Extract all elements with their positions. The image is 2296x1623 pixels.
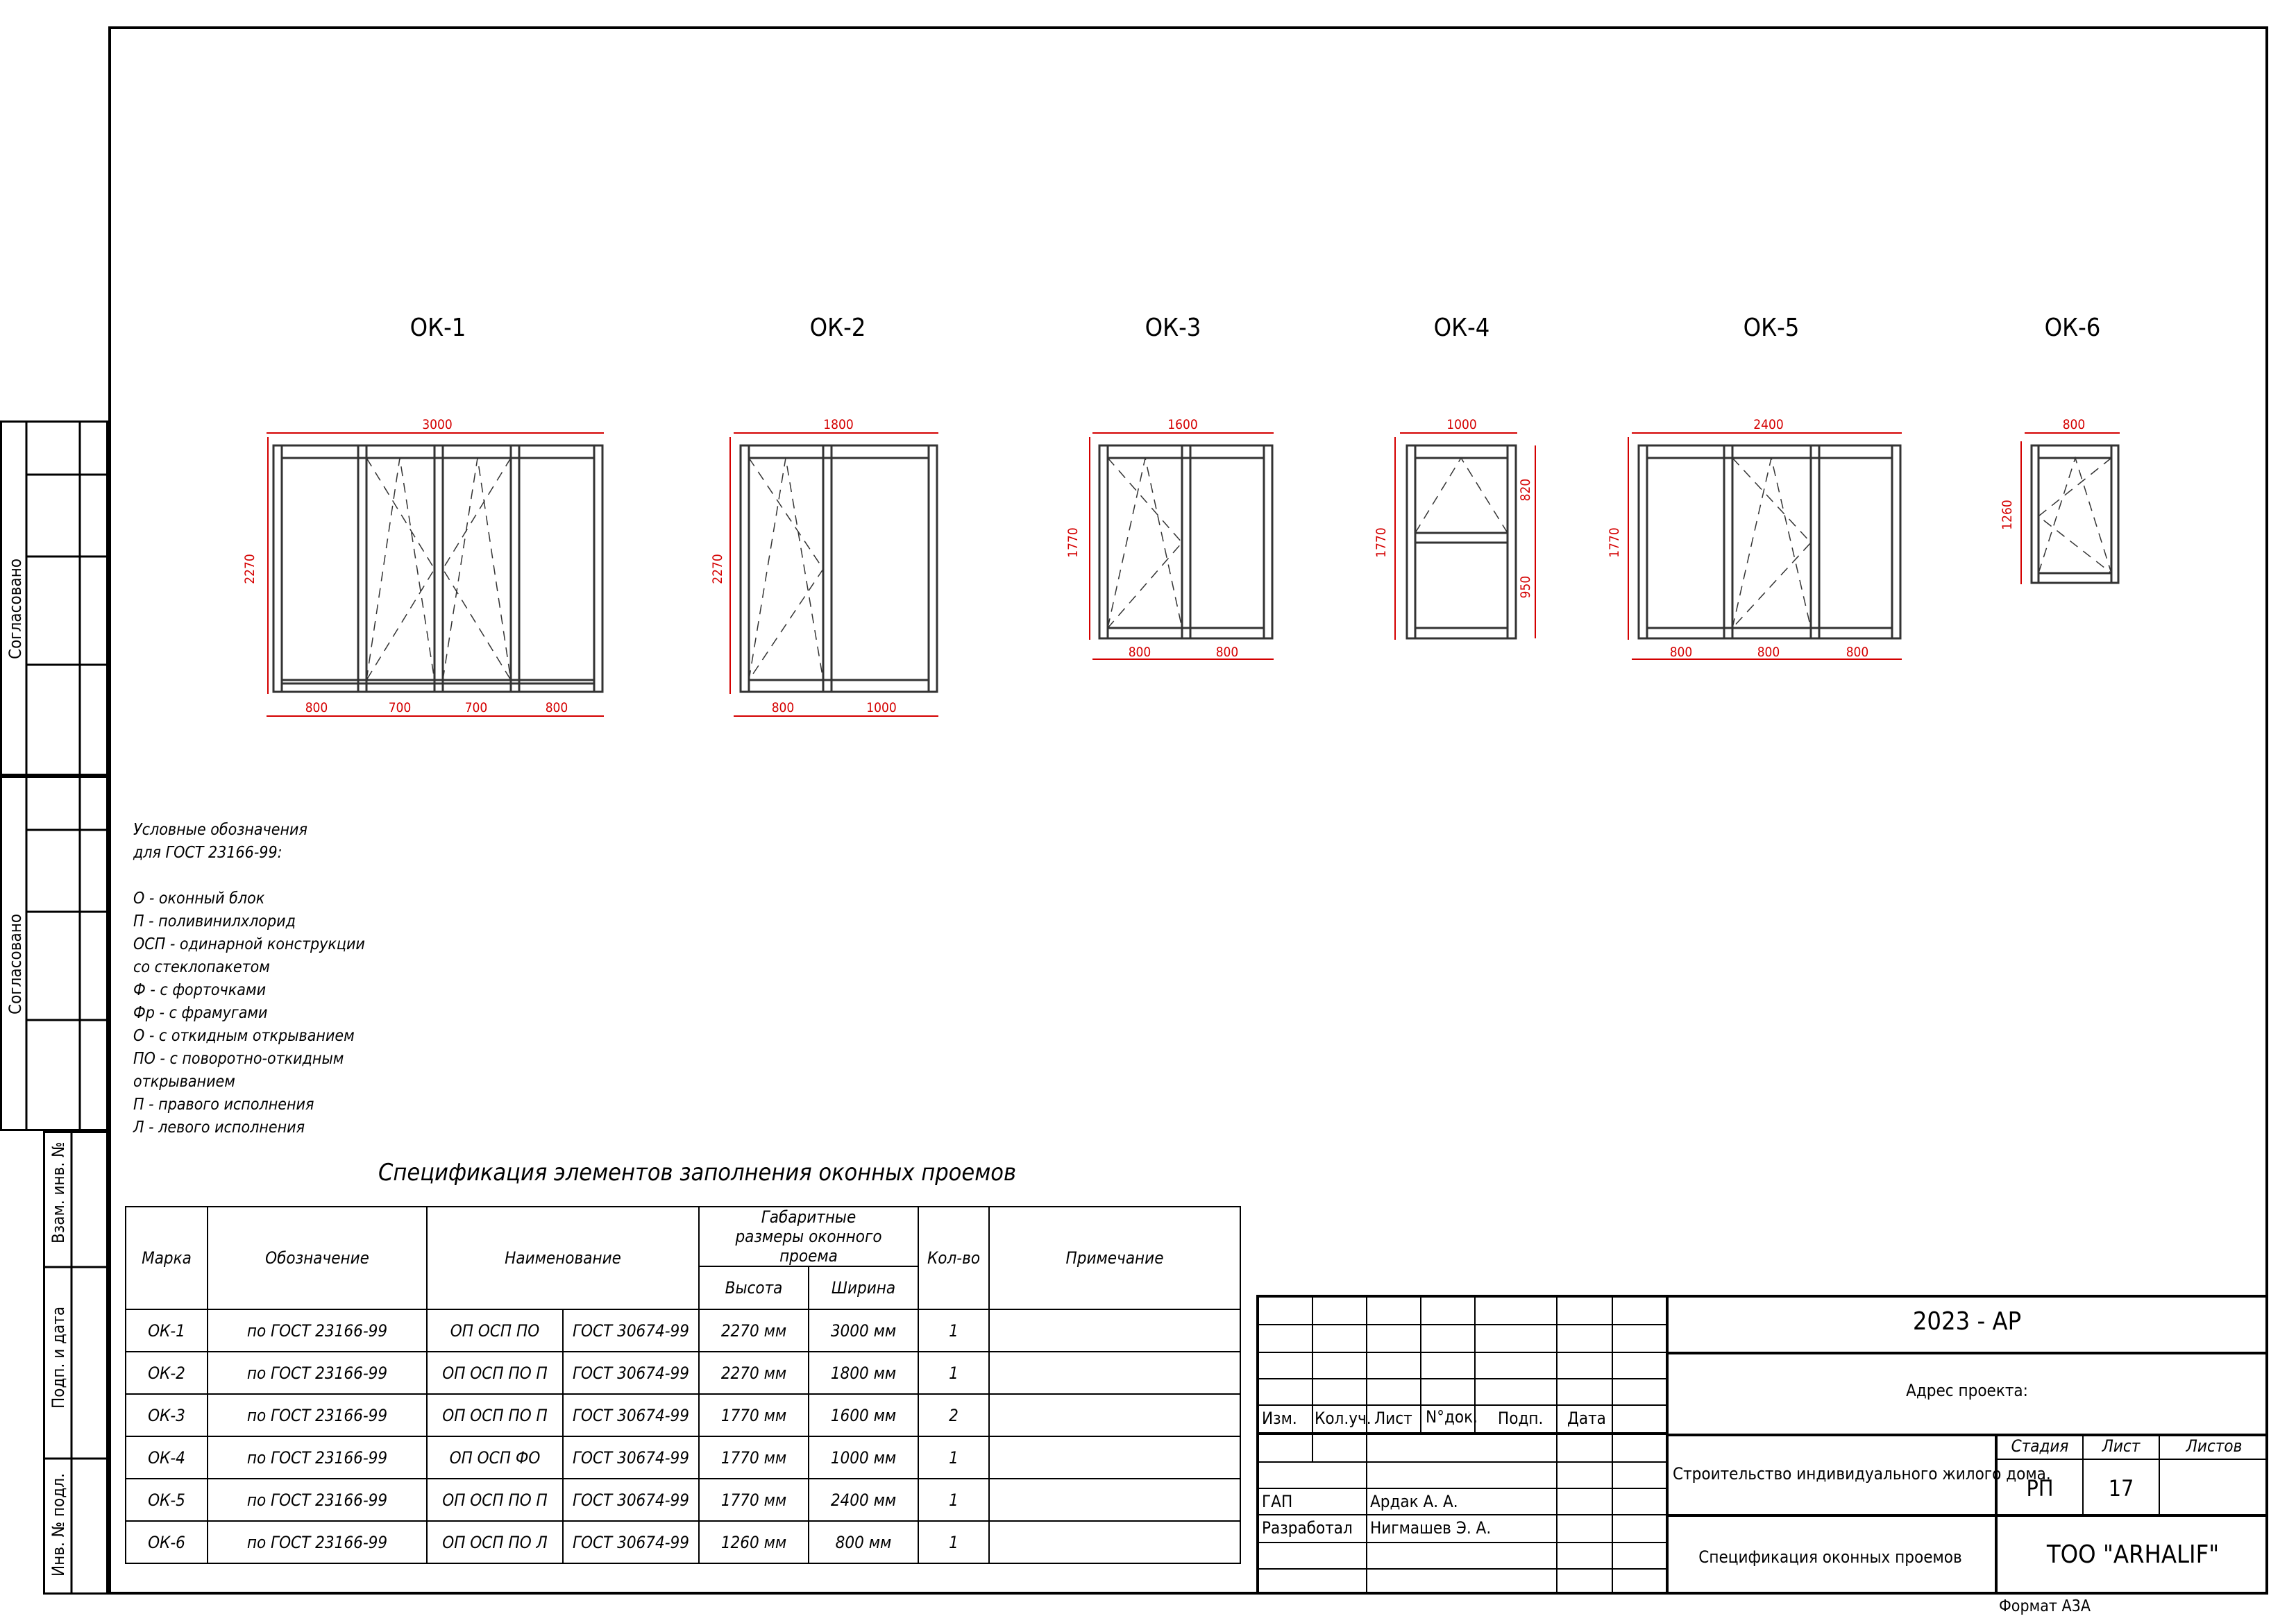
legend-line: Ф - с форточками xyxy=(133,981,267,999)
svg-text:1000: 1000 xyxy=(1446,417,1477,432)
dimension-lines xyxy=(267,433,2120,716)
stage-value: РП xyxy=(2026,1475,2054,1502)
legend-line xyxy=(133,865,365,887)
name-developer: Нигмашев Э. А. xyxy=(1370,1518,1492,1538)
svg-text:2270: 2270 xyxy=(242,554,258,584)
table-row: ОК-3 по ГОСТ 23166-99 ОП ОСП ПО П ГОСТ 30674-99 1770 мм 1600 мм 2 xyxy=(126,1394,1240,1436)
name-gap: Ардак А. А. xyxy=(1370,1492,1458,1511)
table-row: ОК-6 по ГОСТ 23166-99 ОП ОСП ПО Л ГОСТ 30674-99 1260 мм 800 мм 1 xyxy=(126,1521,1240,1563)
col-list: Лист xyxy=(1374,1409,1412,1428)
replaced-inventory-label: Взам. инв. № xyxy=(49,1141,68,1243)
table-row: ОК-2 по ГОСТ 23166-99 ОП ОСП ПО П ГОСТ 30674-99 2270 мм 1800 мм 1 xyxy=(126,1352,1240,1394)
svg-text:820: 820 xyxy=(1518,478,1533,502)
window-ok3 xyxy=(1099,445,1272,638)
legend-line: Условные обозначения xyxy=(133,821,307,839)
legend-line: Л - левого исполнения xyxy=(133,1119,305,1137)
svg-text:1770: 1770 xyxy=(1607,527,1622,558)
legend-line: П - правого исполнения xyxy=(133,1096,314,1114)
spec-title: Спецификация элементов заполнения оконных проемов xyxy=(378,1159,1017,1187)
approved-label-2: Согласовано xyxy=(6,913,25,1014)
col-kol-uch: Кол.уч. xyxy=(1315,1409,1371,1428)
window-ok5 xyxy=(1639,445,1900,638)
legend-line: со стеклопакетом xyxy=(133,958,270,976)
svg-text:700: 700 xyxy=(464,700,488,715)
sheets-header: Листов xyxy=(2186,1436,2243,1456)
col-podp: Подп. xyxy=(1498,1409,1544,1428)
legend-line: О - оконный блок xyxy=(133,890,265,908)
sheet-value: 17 xyxy=(2108,1475,2134,1502)
role-developer: Разработал xyxy=(1262,1518,1353,1538)
svg-text:800: 800 xyxy=(1669,645,1693,660)
table-row: ОК-4 по ГОСТ 23166-99 ОП ОСП ФО ГОСТ 30674-99 1770 мм 1000 мм 1 xyxy=(126,1436,1240,1479)
original-inventory-label: Инв. № подл. xyxy=(49,1473,68,1577)
svg-text:3000: 3000 xyxy=(422,417,453,432)
legend-line: ОСП - одинарной конструкции xyxy=(133,935,365,953)
svg-text:800: 800 xyxy=(771,700,795,715)
stage-header: Стадия xyxy=(2011,1436,2069,1456)
svg-text:1260: 1260 xyxy=(2000,500,2015,530)
window-ok4 xyxy=(1407,445,1516,638)
svg-text:1600: 1600 xyxy=(1167,417,1198,432)
window-ok2 xyxy=(741,445,937,692)
role-gap: ГАП xyxy=(1262,1492,1293,1511)
col-header-height: Высота xyxy=(699,1266,809,1309)
signature-date-label: Подп. и дата xyxy=(49,1306,68,1409)
legend-line: для ГОСТ 23166-99: xyxy=(133,844,282,862)
col-header-name: Наименование xyxy=(427,1207,699,1309)
window-label-ok2: ОК-2 xyxy=(809,314,866,342)
approved-label-1: Согласовано xyxy=(6,558,25,659)
title-block xyxy=(1256,1295,2268,1595)
project-code: 2023 - АР xyxy=(1912,1307,2022,1336)
spec-table xyxy=(125,1206,1241,1564)
paper-format: Формат А3А xyxy=(1999,1597,2091,1615)
col-header-mark: Марка xyxy=(126,1207,208,1309)
legend-line: открыванием xyxy=(133,1073,235,1091)
legend-line: ПО - с поворотно-откидным xyxy=(133,1050,344,1068)
window-label-ok1: ОК-1 xyxy=(410,314,466,342)
svg-text:1000: 1000 xyxy=(866,700,897,715)
window-ok6 xyxy=(2032,445,2118,583)
svg-text:700: 700 xyxy=(388,700,412,715)
col-header-note: Примечание xyxy=(989,1207,1240,1309)
window-label-ok6: ОК-6 xyxy=(2044,314,2101,342)
table-row: ОК-5 по ГОСТ 23166-99 ОП ОСП ПО П ГОСТ 30674-99 1770 мм 2400 мм 1 xyxy=(126,1479,1240,1521)
document-title: Спецификация оконных проемов xyxy=(1698,1547,1962,1567)
svg-text:1800: 1800 xyxy=(823,417,854,432)
legend-line: П - поливинилхлорид xyxy=(133,912,296,931)
col-ndok: N°док. xyxy=(1426,1407,1478,1427)
legend xyxy=(133,819,365,1139)
company-name: ТОО "ARHALIF" xyxy=(2046,1540,2220,1569)
col-izm: Изм. xyxy=(1262,1409,1297,1428)
col-data: Дата xyxy=(1567,1409,1606,1428)
svg-text:800: 800 xyxy=(305,700,328,715)
window-label-ok5: ОК-5 xyxy=(1743,314,1800,342)
svg-text:1770: 1770 xyxy=(1065,527,1081,558)
legend-line: Фр - с фрамугами xyxy=(133,1004,268,1022)
svg-text:800: 800 xyxy=(2062,417,2086,432)
svg-text:2270: 2270 xyxy=(710,554,725,584)
svg-text:950: 950 xyxy=(1518,575,1533,599)
window-label-ok3: ОК-3 xyxy=(1145,314,1201,342)
col-header-dims: Габаритные размеры оконного проема xyxy=(699,1207,918,1266)
window-ok1 xyxy=(273,445,602,692)
svg-text:800: 800 xyxy=(1846,645,1869,660)
svg-text:2400: 2400 xyxy=(1753,417,1784,432)
svg-text:800: 800 xyxy=(1128,645,1151,660)
table-row: ОК-1 по ГОСТ 23166-99 ОП ОСП ПО ГОСТ 30674-99 2270 мм 3000 мм 1 xyxy=(126,1309,1240,1352)
col-header-qty: Кол-во xyxy=(918,1207,989,1309)
object-name: Строительство индивидуального жилого дома. xyxy=(1673,1464,2051,1484)
svg-text:800: 800 xyxy=(545,700,568,715)
svg-text:1770: 1770 xyxy=(1374,527,1389,558)
window-label-ok4: ОК-4 xyxy=(1433,314,1490,342)
svg-text:800: 800 xyxy=(1215,645,1239,660)
project-address-label: Адрес проекта: xyxy=(1906,1381,2028,1400)
svg-text:800: 800 xyxy=(1757,645,1780,660)
legend-line: О - с откидным открыванием xyxy=(133,1027,355,1045)
col-header-width: Ширина xyxy=(809,1266,918,1309)
sheet-header: Лист xyxy=(2102,1436,2141,1456)
col-header-designation: Обозначение xyxy=(208,1207,427,1309)
window-drawings xyxy=(0,0,2296,763)
